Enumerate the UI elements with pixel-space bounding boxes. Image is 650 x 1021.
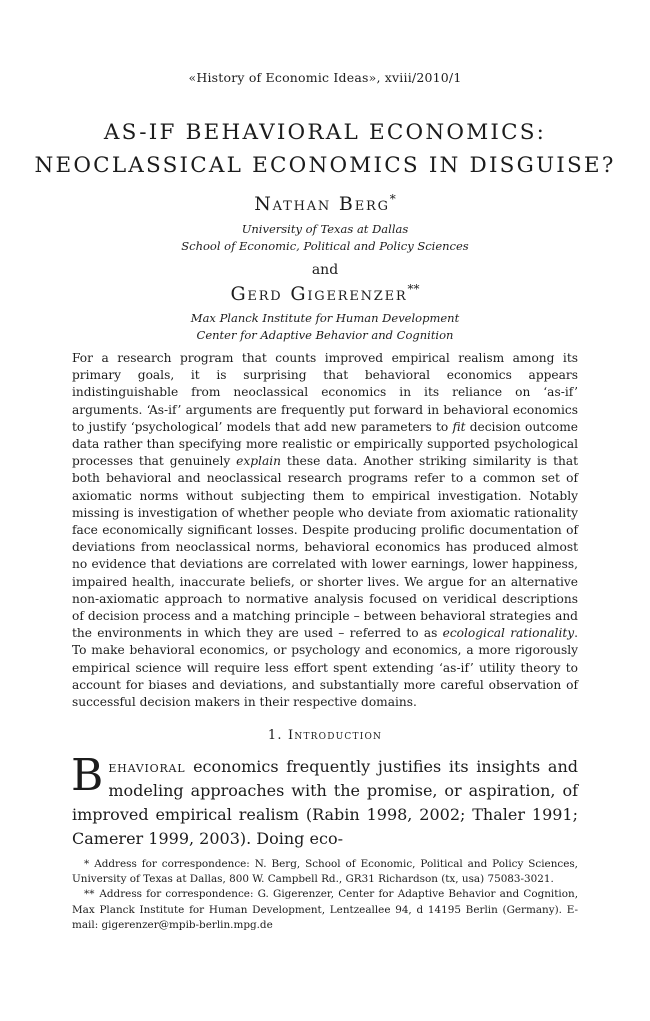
drop-cap: B bbox=[71, 750, 104, 801]
section-number: 1. bbox=[267, 728, 283, 743]
abstract-emphasis-ecological-rationality: ecological rationality bbox=[442, 626, 575, 641]
footnote-2-mark: ** bbox=[84, 888, 95, 901]
abstract-text-4: . To make behavioral economics, or psychology and economics, a more rigorously empirical science will require less effort spent extending ‘as-if’ utility theory to account for biases and deviations, and substantially more careful observation of successful decision makers in their respective domains. bbox=[72, 626, 578, 710]
footnote-1 bbox=[72, 857, 578, 887]
abstract-paragraph bbox=[72, 350, 578, 711]
author-2-affiliation-line-1: Max Planck Institute for Human Development bbox=[190, 311, 460, 325]
footnote-1-text: Address for correspondence: N. Berg, School of Economic, Political and Policy Sciences, University of Texas at Dallas, 800 W. Campbell Rd., GR31 Richardson (tx, usa) 75083-3021. bbox=[72, 858, 578, 886]
title-line-2: NEOCLASSICAL ECONOMICS IN DISGUISE? bbox=[34, 153, 616, 178]
introduction-paragraph bbox=[71, 750, 578, 851]
intro-body: economics frequently justifies its insights and modeling approaches with the promise, or aspiration, of improved empirical realism (Rabin 1998, 2002; Thaler 1991; Camerer 1999, 2003). Doing eco- bbox=[72, 757, 578, 848]
footnotes bbox=[72, 857, 578, 933]
footnote-2-text: Address for correspondence: G. Gigerenzer, Center for Adaptive Behavior and Cognition, Max Planck Institute for Human Development, Lentzeallee 94, d 14195 Berlin (Germany). E-mail: gigerenzer@mpib-berlin.mpg.de bbox=[72, 888, 578, 931]
abstract-emphasis-explain: explain bbox=[236, 454, 281, 469]
abstract-text-2: decision outcome data rather than specifying more realistic or empirically supported psychological processes that genuinely bbox=[72, 419, 579, 469]
section-heading bbox=[0, 728, 650, 743]
author-1-affiliation-line-1: University of Texas at Dallas bbox=[241, 222, 409, 236]
footnote-1-mark: * bbox=[84, 858, 90, 870]
author-1-name: Nathan Berg bbox=[254, 193, 390, 215]
intro-smallcaps: ehavioral bbox=[108, 757, 186, 776]
running-head: «History of Economic Ideas», xviii/2010/1 bbox=[188, 70, 462, 85]
author-2 bbox=[0, 282, 650, 305]
section-title: Introduction bbox=[288, 728, 383, 743]
author-1-mark: * bbox=[389, 192, 396, 206]
author-separator: and bbox=[311, 262, 339, 278]
abstract-emphasis-fit: fit bbox=[452, 419, 466, 434]
author-1-affiliation-line-2: School of Economic, Political and Policy Sciences bbox=[181, 239, 469, 253]
author-2-name: Gerd Gigerenzer bbox=[230, 283, 408, 305]
author-2-affiliation-line-2: Center for Adaptive Behavior and Cognition bbox=[196, 328, 454, 342]
abstract bbox=[72, 350, 578, 711]
author-2-mark: ** bbox=[407, 282, 420, 296]
title-line-1: AS-IF BEHAVIORAL ECONOMICS: bbox=[103, 120, 547, 145]
abstract-text-1: For a research program that counts improved empirical realism among its primary goals, it is surprising that behavioral economics appears indistinguishable from neoclassical economics in its reliance on ‘as-if’ arguments. ‘As-if’ arguments are frequently put forward in behavioral economics to justify ‘psychological’ models that add new parameters to bbox=[72, 351, 578, 434]
footnote-2 bbox=[72, 887, 578, 933]
abstract-text-3: these data. Another striking similarity is that both behavioral and neoclassical research programs refer to a common set of axiomatic norms without subjecting them to empirical investigation. Notably missing is investigation of whether people who deviate from axiomatic rationality face economically significant losses. Despite producing prolific documentation of deviations from neoclassical norms, behavioral economics has produced almost no evidence that deviations are correlated with lower earnings, lower happiness, impaired health, inaccurate beliefs, or shorter lives. We argue for an alternative non-axiomatic approach to normative analysis focused on veridical descriptions of decision process and a matching principle – between behavioral strategies and the environments in which they are used – referred to as bbox=[72, 454, 579, 641]
introduction-text bbox=[71, 750, 578, 851]
author-1 bbox=[0, 192, 650, 215]
